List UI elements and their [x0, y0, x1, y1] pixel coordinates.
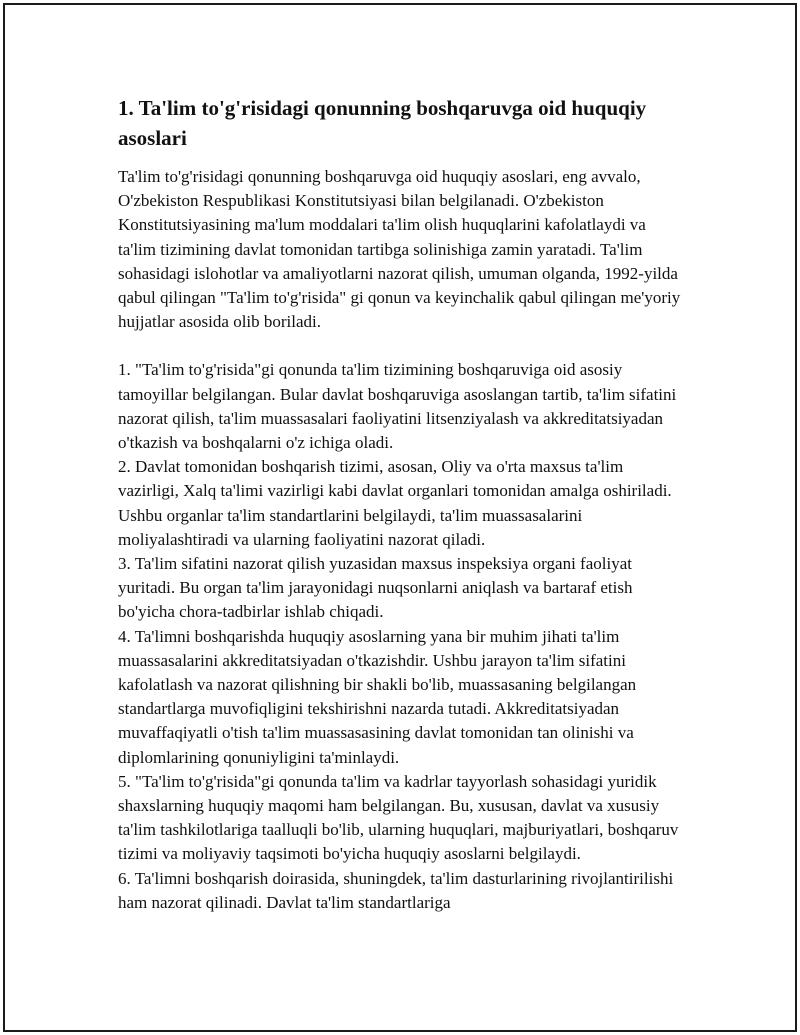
list-item-2: 2. Davlat tomonidan boshqarish tizimi, asosan, Oliy va o'rta maxsus ta'lim vazirligi, Xalq ta'limi vazirligi kabi davlat organlari tomonidan amalga oshiriladi. Ushbu organlar ta'lim standartlarini belgilaydi, ta'lim muassasalarini moliyalashtiradi va ularning faoliyatini nazorat qiladi.	[118, 457, 672, 549]
section-heading: 1. Ta'lim to'g'risidagi qonunning boshqaruvga oid huquqiy asoslari	[118, 96, 647, 150]
list-item-1: 1. "Ta'lim to'g'risida"gi qonunda ta'lim tizimining boshqaruviga oid asosiy tamoyillar belgilangan. Bular davlat boshqaruviga asoslangan tartib, ta'lim sifatini nazorat qilish, ta'lim muassasalari faoliyatini litsenziyalash va akkreditatsiyadan o'tkazish va boshqalarni o'z ichiga oladi.	[118, 360, 677, 453]
list-item-5: 5. "Ta'lim to'g'risida"gi qonunda ta'lim va kadrlar tayyorlash sohasidagi yuridik shaxslarning huquqiy maqomi ham belgilangan. Bu, xususan, davlat va xususiy ta'lim tashkilotlariga taalluqli bo'lib, ularning huquqlari, majburiyatlari, boshqaruv tizimi va moliyaviy taqsimoti bo'yicha huquqiy asoslarni belgilaydi.	[118, 771, 679, 864]
list-item-4: 4. Ta'limni boshqarishda huquqiy asoslarning yana bir muhim jihati ta'lim muassasalarini akkreditatsiyadan o'tkazishdir. Ushbu jarayon ta'lim sifatini kafolatlash va nazorat qilishning bir shakli bo'lib, muassasaning belgilangan standartlarga muvofiqligini tekshirishni nazarda tutadi. Akkreditatsiyadan muvaffaqiyatli o'tish ta'lim muassasasining davlat tomonidan tan olinishi va diplomlarining qonuniyligini ta'minlaydi.	[118, 626, 637, 767]
document-body	[118, 93, 688, 915]
intro-paragraph: Ta'lim to'g'risidagi qonunning boshqaruvga oid huquqiy asoslari, eng avvalo, O'zbekiston Respublikasi Konstitutsiyasi bilan belgilanadi. O'zbekiston Konstitutsiyasining ma'lum moddalari ta'lim olish huquqlarini kafolatlaydi va ta'lim tizimining davlat tomonidan tartibga solinishiga zamin yaratadi. Ta'lim sohasidagi islohotlar va amaliyotlarni nazorat qilish, umuman olganda, 1992-yilda qabul qilingan "Ta'lim to'g'risida" gi qonun va keyinchalik qabul qilingan me'yoriy hujjatlar asosida olib boriladi.	[118, 167, 681, 332]
paragraph-spacer	[118, 334, 688, 358]
list-item-6: 6. Ta'limni boshqarish doirasida, shuningdek, ta'lim dasturlarining rivojlantirilishi ham nazorat qilinadi. Davlat ta'lim standartlariga	[118, 868, 674, 912]
list-item-3: 3. Ta'lim sifatini nazorat qilish yuzasidan maxsus inspeksiya organi faoliyat yuritadi. Bu organ ta'lim jarayonidagi nuqsonlarni aniqlash va bartaraf etish bo'yicha chora-tadbirlar ishlab chiqadi.	[118, 554, 633, 622]
